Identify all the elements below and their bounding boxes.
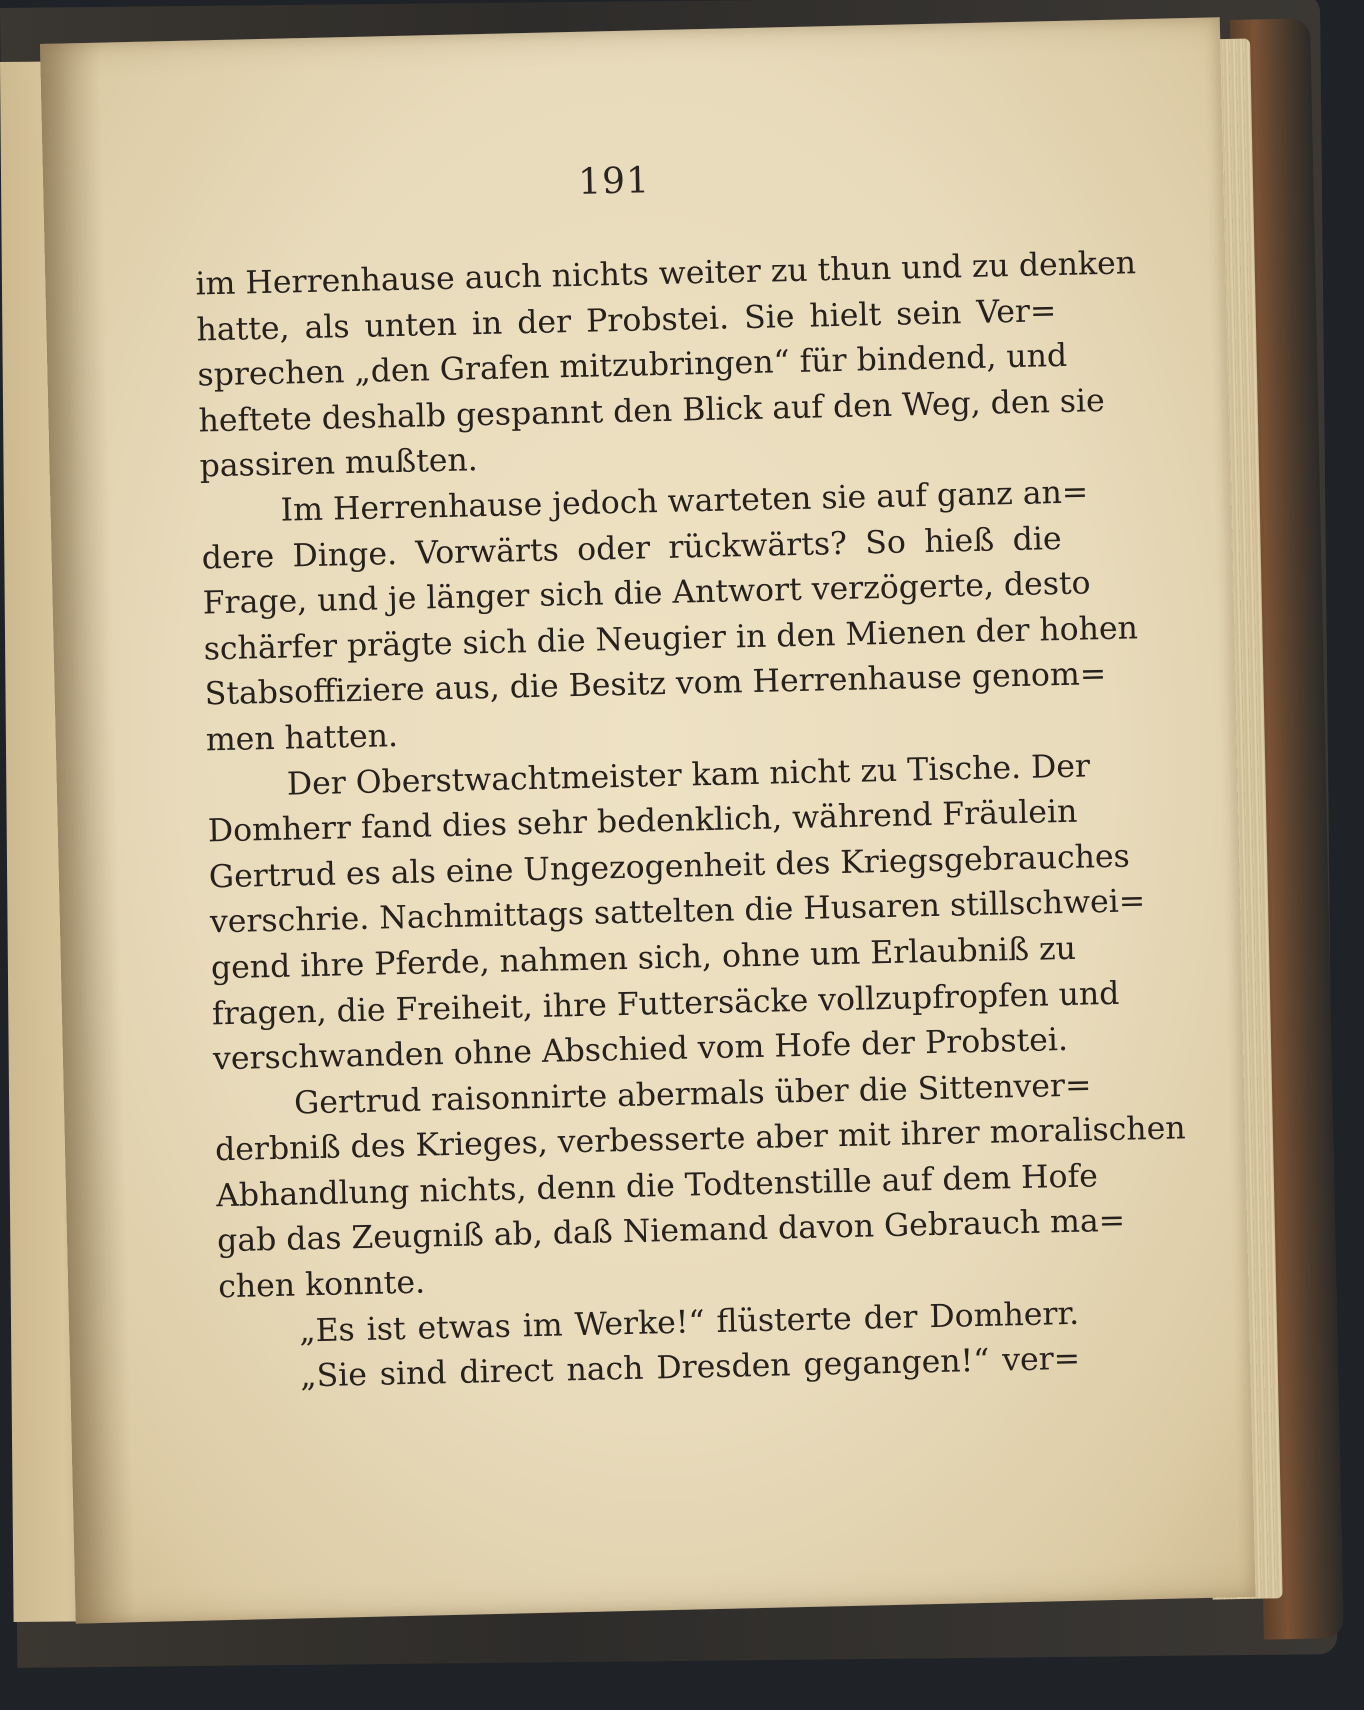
text-line: verschwanden ohne Abschied vom Hofe der Probstei.: [212, 1022, 1069, 1078]
text-line: „Es ist etwas im Werke!“ flüsterte der Domherr.: [298, 1295, 1080, 1350]
text-line: heftete deshalb gespannt den Blick auf den Weg, den sie: [198, 382, 1106, 440]
text-line: passiren mußten.: [199, 442, 479, 485]
text-line: hatte, als unten in der Probstei. Sie hielt sein Ver=: [196, 292, 1057, 349]
text-line: gab das Zeugniß ab, daß Niemand davon Gebrauch ma=: [216, 1203, 1126, 1260]
page-number: 191: [577, 160, 651, 203]
text-line: men hatten.: [205, 717, 399, 759]
text-line: dere Dinge. Vorwärts oder rückwärts? So hieß die: [201, 520, 1062, 577]
text-line: Gertrud es als eine Ungezogenheit des Kriegsgebrauches: [208, 838, 1131, 896]
text-line: chen konnte.: [217, 1264, 426, 1306]
text-line: Frage, und je länger sich die Antwort verzögerte, desto: [202, 565, 1091, 622]
text-line: Stabsoffiziere aus, die Besitz vom Herrenhause genom=: [204, 656, 1107, 713]
page-text: [195, 243, 1186, 1402]
text-line: gend ihre Pferde, nahmen sich, ohne um Erlaubniß zu: [210, 930, 1077, 987]
text-line: im Herrenhause auch nichts weiter zu thun und zu denken: [195, 245, 1137, 303]
text-line: Gertrud raisonnirte abermals über die Sittenver=: [293, 1067, 1092, 1122]
text-line: Der Oberstwachtmeister kam nicht zu Tische. Der: [286, 747, 1091, 803]
book-page: [40, 17, 1256, 1623]
text-line: derbniß des Krieges, verbesserte aber mit ihrer moralischen: [214, 1110, 1186, 1169]
text-line: schärfer prägte sich die Neugier in den Mienen der hohen: [203, 609, 1139, 668]
text-line: fragen, die Freiheit, ihre Futtersäcke vollzupfropfen und: [211, 975, 1120, 1032]
text-line: sprechen „den Grafen mitzubringen“ für bindend, und: [197, 337, 1068, 394]
text-line: Im Herrenhause jedoch warteten sie auf ganz an=: [280, 474, 1089, 529]
text-line: „Sie sind direct nach Dresden gegangen!“ ver=: [299, 1340, 1081, 1395]
text-line: Abhandlung nichts, denn die Todtenstille auf dem Hofe: [215, 1158, 1099, 1215]
text-line: verschrie. Nachmittags sattelten die Husaren stillschwei=: [209, 883, 1146, 941]
text-line: Domherr fand dies sehr bedenklich, während Fräulein: [207, 793, 1078, 850]
